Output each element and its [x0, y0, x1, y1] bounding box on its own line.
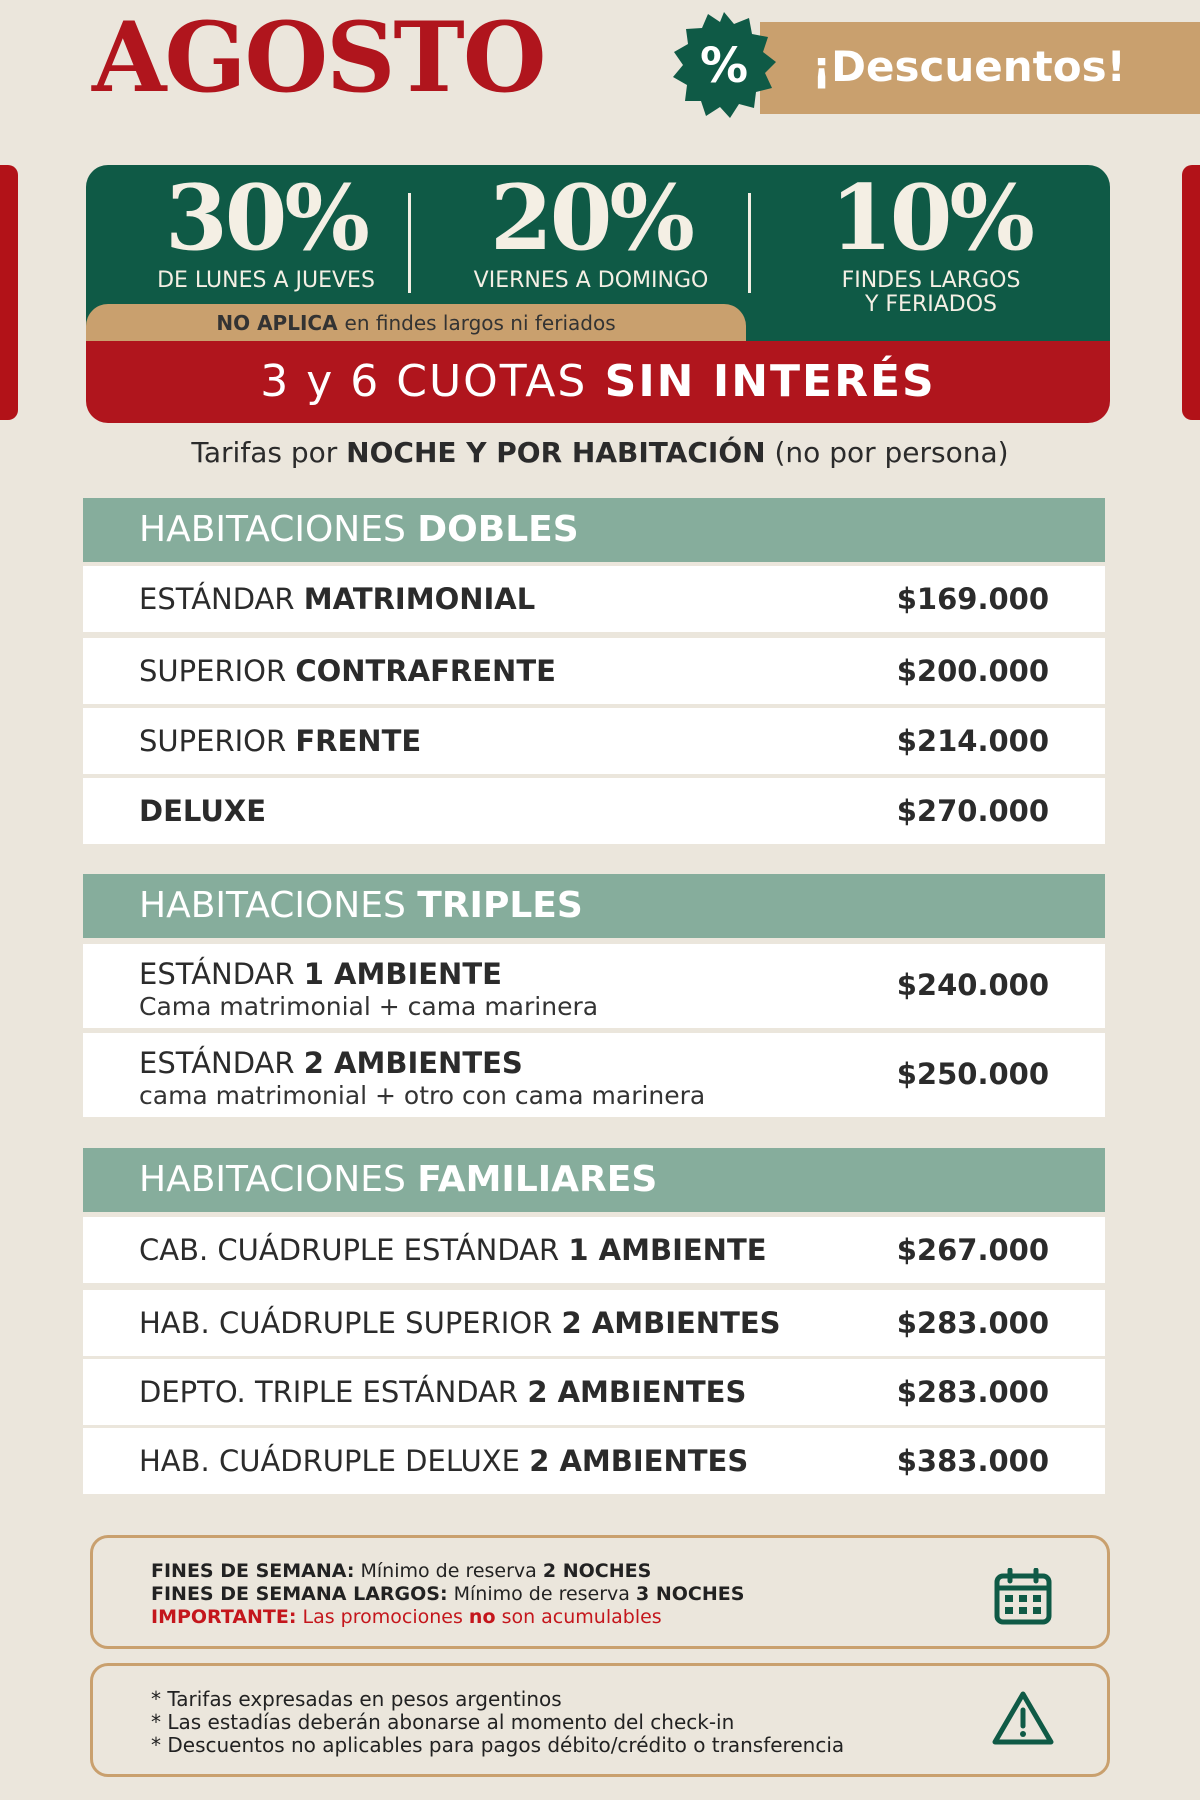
room-name: ESTÁNDAR	[139, 582, 295, 616]
notes-box	[90, 1663, 1110, 1777]
room-row	[83, 708, 1105, 774]
room-price: $383.000	[896, 1444, 1049, 1478]
promo-weekday-label: DE LUNES A JUEVES	[157, 268, 375, 293]
room-price: $267.000	[896, 1233, 1049, 1267]
room-name-bold: CONTRAFRENTE	[295, 654, 556, 688]
room-name: HAB. CUÁDRUPLE SUPERIOR	[139, 1306, 553, 1340]
promo-weekday-percent: 30%	[165, 165, 367, 271]
promo-long-weekend-label-1: FINDES LARGOS	[841, 268, 1021, 293]
min-line1-label: FINES DE SEMANA:	[151, 1560, 355, 1582]
room-row	[83, 944, 1105, 1028]
notes-text	[151, 1688, 844, 1757]
room-row	[83, 1217, 1105, 1283]
min-line3-label: IMPORTANTE:	[151, 1606, 297, 1628]
rates-note-prefix: Tarifas por	[191, 436, 338, 469]
room-price: $169.000	[896, 582, 1049, 616]
calendar-icon	[993, 1568, 1053, 1626]
badge-percent-symbol: %	[699, 38, 749, 94]
room-name: SUPERIOR	[139, 654, 287, 688]
section-title-normal: HABITACIONES	[139, 1159, 406, 1200]
section-title-bold: DOBLES	[417, 509, 579, 550]
rates-note	[0, 436, 1200, 469]
room-row	[83, 1428, 1105, 1494]
promo-long-weekend-label-2: Y FERIADOS	[864, 292, 998, 317]
room-row	[83, 1033, 1105, 1117]
room-name-bold: DELUXE	[139, 794, 267, 828]
section-header-dobles	[83, 498, 1105, 562]
section-header-familiares	[83, 1148, 1105, 1212]
promo-weekend-label: VIERNES A DOMINGO	[473, 268, 709, 293]
min-line1-text: Mínimo de reserva	[360, 1560, 537, 1582]
min-line3-end: son acumulables	[501, 1606, 662, 1628]
room-price: $250.000	[896, 1057, 1049, 1091]
promo-note	[86, 304, 746, 344]
room-row	[83, 566, 1105, 632]
note-line: * Tarifas expresadas en pesos argentinos	[151, 1687, 562, 1711]
room-name: ESTÁNDAR	[139, 1046, 295, 1080]
room-name-bold: MATRIMONIAL	[303, 582, 536, 616]
installments-banner	[86, 341, 1110, 423]
promo-weekend-percent: 20%	[490, 165, 692, 271]
room-name-bold: 2 AMBIENTES	[527, 1375, 747, 1409]
promo-note-bold: NO APLICA	[216, 311, 338, 335]
room-name-bold: 2 AMBIENTES	[529, 1444, 749, 1478]
room-price: $214.000	[896, 724, 1049, 758]
discount-ribbon-label: ¡Descuentos!	[812, 42, 1126, 91]
room-description: cama matrimonial + otro con cama marinera	[139, 1081, 706, 1110]
min-line2-text: Mínimo de reserva	[453, 1583, 630, 1605]
min-line3-text: Las promociones	[302, 1606, 463, 1628]
section-header-triples	[83, 874, 1105, 938]
room-name: CAB. CUÁDRUPLE ESTÁNDAR	[139, 1233, 560, 1267]
rates-note-bold: NOCHE Y POR HABITACIÓN	[346, 436, 766, 469]
page-title: AGOSTO	[92, 1, 545, 114]
room-name: SUPERIOR	[139, 724, 287, 758]
room-name: DEPTO. TRIPLE ESTÁNDAR	[139, 1375, 519, 1409]
section-title-normal: HABITACIONES	[139, 885, 406, 926]
room-name-bold: 2 AMBIENTES	[303, 1046, 523, 1080]
room-price: $283.000	[896, 1375, 1049, 1409]
room-row	[83, 1290, 1105, 1356]
promo-divider	[748, 193, 751, 293]
min-line2-bold: 3 NOCHES	[635, 1583, 745, 1605]
minimum-stay-text	[151, 1560, 744, 1629]
min-line3-bold: no	[468, 1606, 496, 1628]
rates-note-suffix: (no por persona)	[774, 436, 1009, 469]
room-row	[83, 778, 1105, 844]
room-name: ESTÁNDAR	[139, 957, 295, 991]
room-name-bold: 1 AMBIENTE	[568, 1233, 767, 1267]
promo-weekday	[116, 165, 416, 293]
section-title-bold: FAMILIARES	[417, 1159, 658, 1200]
room-price: $270.000	[896, 794, 1049, 828]
promo-long-weekend-percent: 10%	[830, 165, 1032, 271]
room-name-bold: 1 AMBIENTE	[303, 957, 502, 991]
warning-icon	[991, 1690, 1055, 1748]
section-title-normal: HABITACIONES	[139, 509, 406, 550]
installments-bold: SIN INTERÉS	[604, 356, 936, 407]
section-title-bold: TRIPLES	[417, 885, 583, 926]
promo-note-text: en findes largos ni feriados	[344, 311, 616, 335]
room-row	[83, 638, 1105, 704]
room-name-bold: 2 AMBIENTES	[561, 1306, 781, 1340]
installments-prefix: 3 y 6 CUOTAS	[260, 356, 588, 407]
left-side-tab	[0, 165, 18, 420]
right-side-tab	[1182, 165, 1200, 420]
minimum-stay-box	[90, 1535, 1110, 1649]
promo-divider	[408, 193, 411, 293]
promo-weekend	[436, 165, 746, 293]
room-price: $283.000	[896, 1306, 1049, 1340]
min-line1-bold: 2 NOCHES	[542, 1560, 652, 1582]
min-line2-label: FINES DE SEMANA LARGOS:	[151, 1583, 448, 1605]
room-name-bold: FRENTE	[295, 724, 422, 758]
note-line: * Las estadías deberán abonarse al momento del check-in	[151, 1710, 735, 1734]
room-price: $200.000	[896, 654, 1049, 688]
room-row	[83, 1359, 1105, 1425]
promo-long-weekend	[776, 165, 1086, 317]
room-name: HAB. CUÁDRUPLE DELUXE	[139, 1444, 520, 1478]
room-price: $240.000	[896, 968, 1049, 1002]
percent-badge-icon	[668, 10, 780, 122]
room-description: Cama matrimonial + cama marinera	[139, 992, 599, 1021]
note-line: * Descuentos no aplicables para pagos débito/crédito o transferencia	[151, 1733, 845, 1757]
